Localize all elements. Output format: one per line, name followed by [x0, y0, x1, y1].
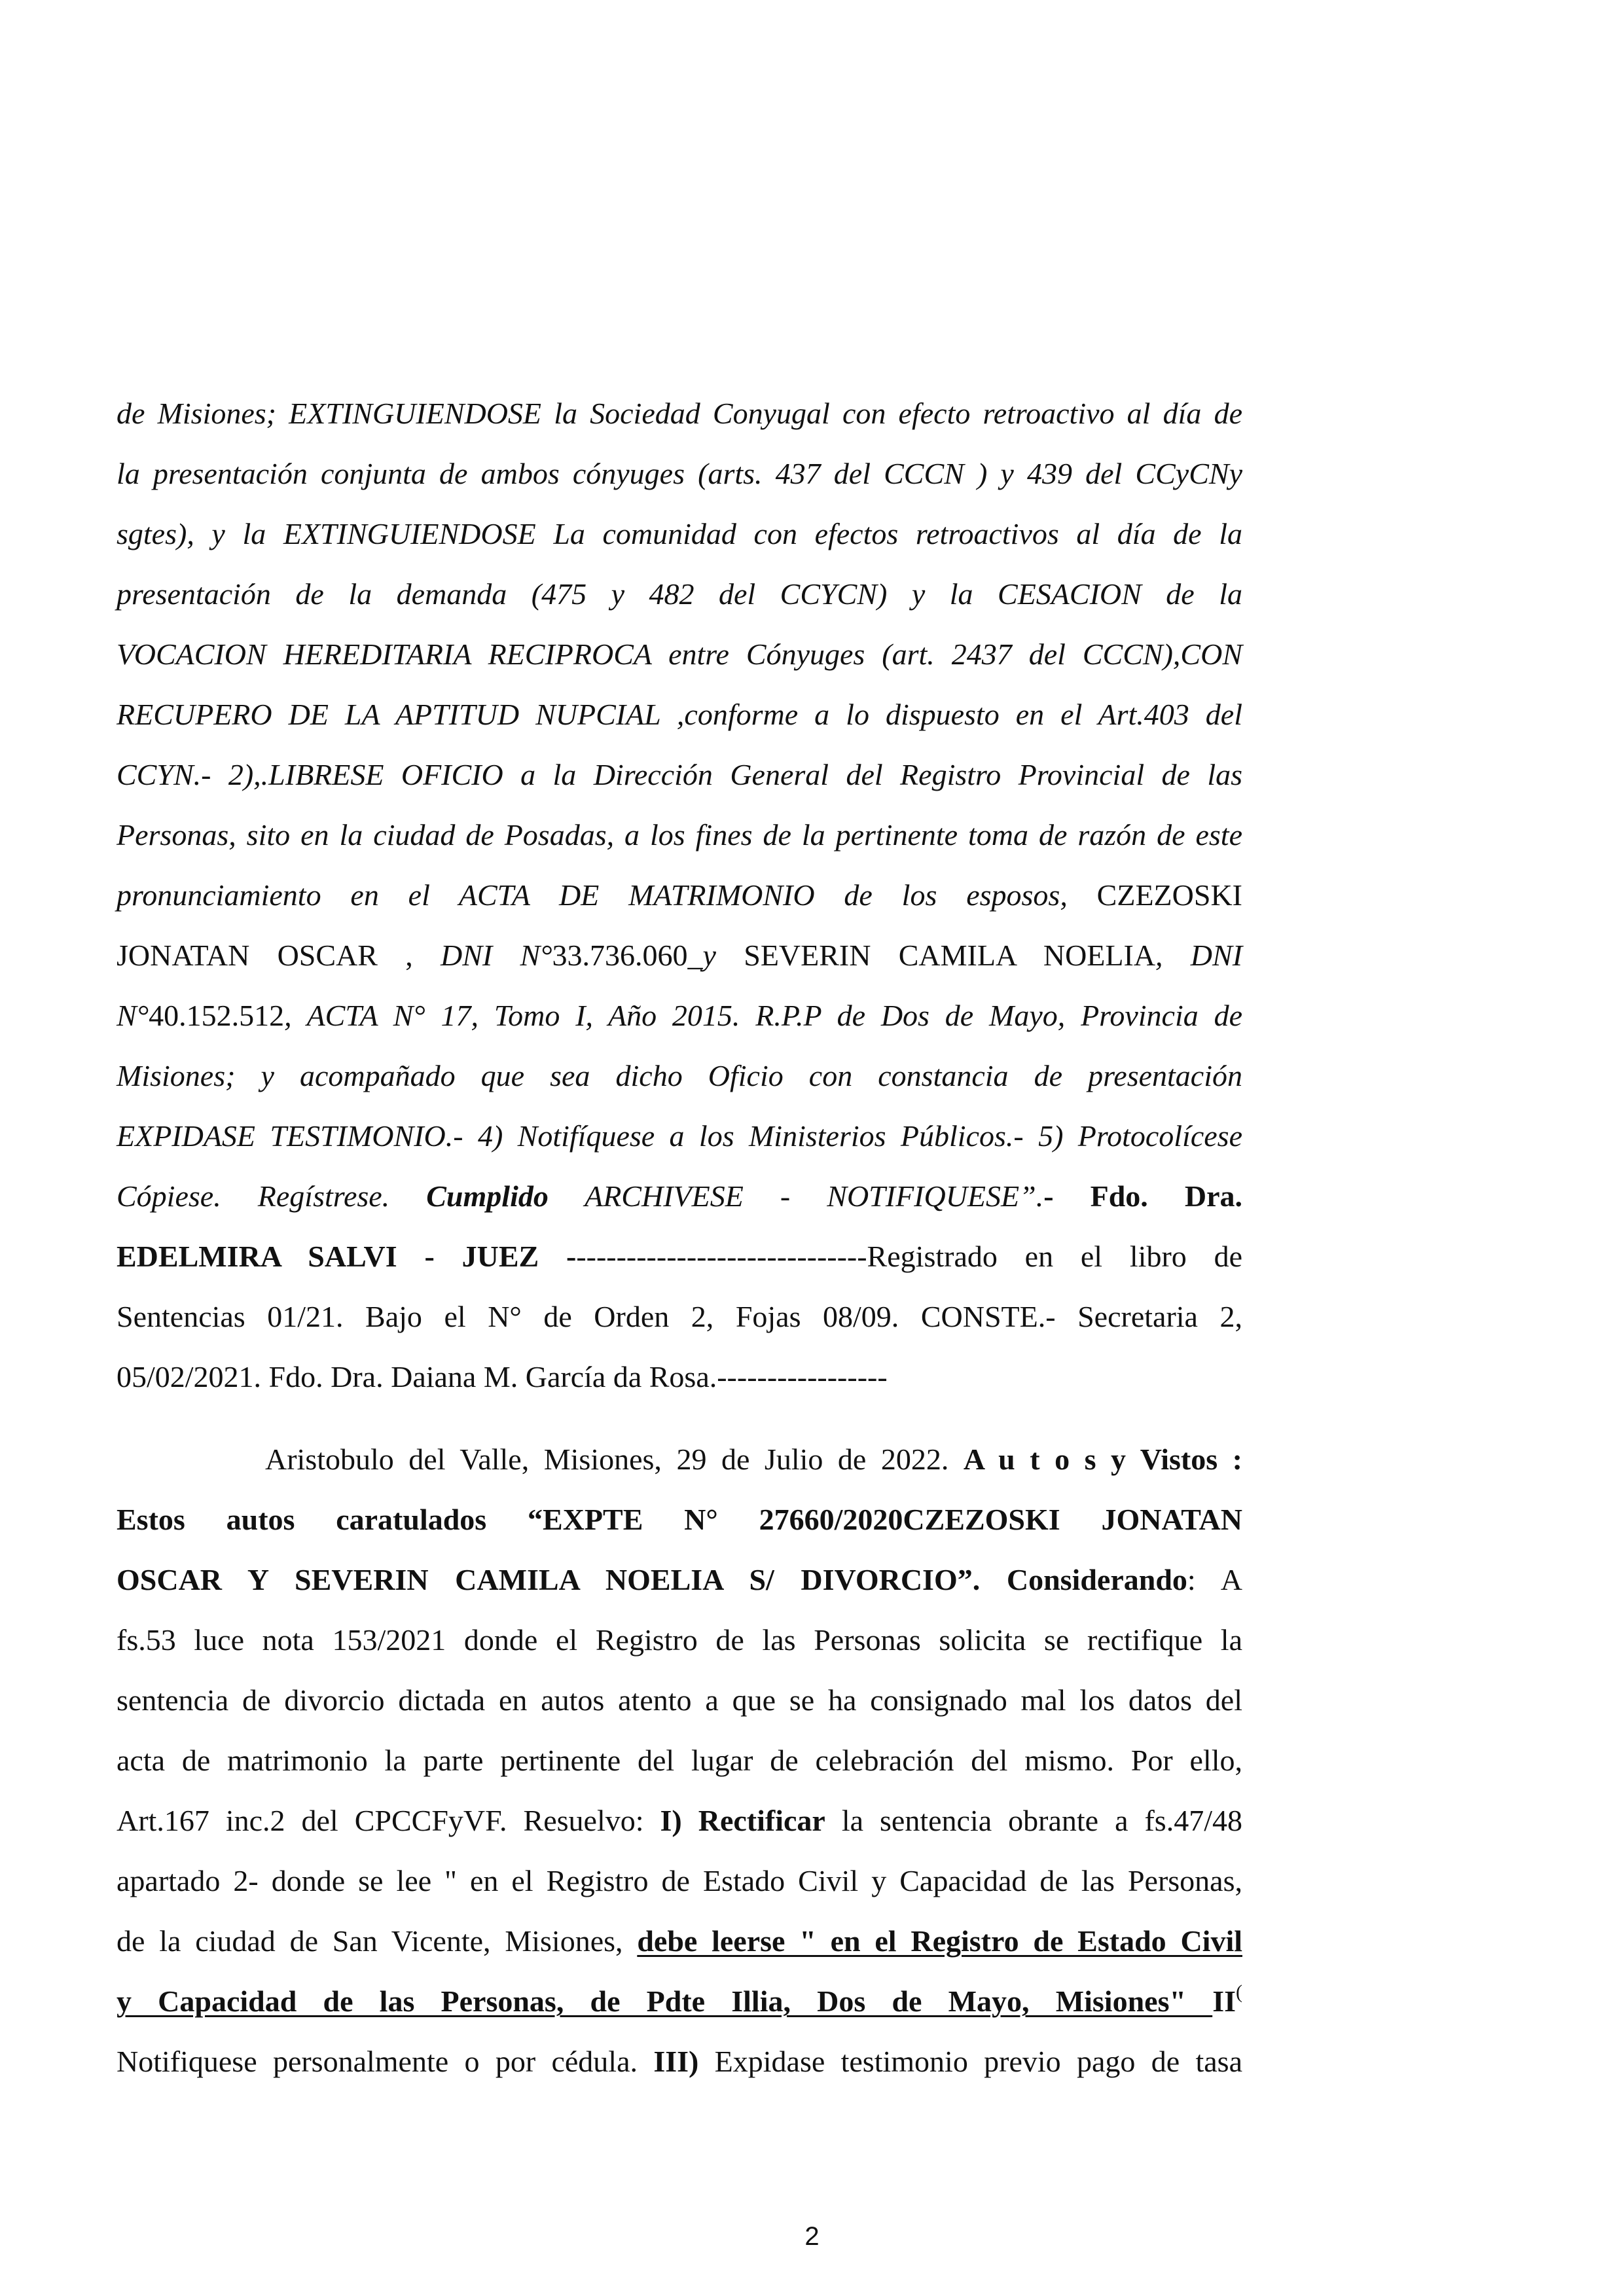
text-span: Expidase testimonio previo pago de tasa	[698, 2045, 1242, 2078]
case-title: OSCAR Y SEVERIN CAMILA NOELIA S/ DIVORCIO”. Considerando	[117, 1563, 1187, 1596]
text-line	[117, 1560, 1242, 1600]
text-span: acta de matrimonio la parte pertinente del lugar de celebración del mismo. Por ello,	[117, 1744, 1242, 1777]
text-span: _y	[687, 939, 744, 972]
text-line	[117, 1861, 1242, 1901]
text-line	[117, 755, 1242, 795]
text-span: Misiones; y acompañado que sea dicho Oficio con constancia de presentación	[117, 1059, 1242, 1092]
text-span: N°	[117, 999, 149, 1032]
text-line	[117, 816, 1242, 855]
text-span: la sentencia obrante a fs.47/48	[825, 1804, 1242, 1837]
text-line	[117, 575, 1242, 614]
text-line	[117, 1357, 1242, 1397]
text-span: pronunciamiento en el ACTA DE MATRIMONIO de los esposos,	[117, 878, 1068, 912]
text-span: de la ciudad de San Vicente, Misiones,	[117, 1924, 638, 1958]
text-span: Cópiese. Regístrese.	[117, 1179, 427, 1213]
text-span: CCYN.- 2),.LIBRESE OFICIO a la Dirección General del Registro Provincial de las	[117, 758, 1242, 791]
underlined-text: debe leerse " en el Registro de Estado Civil	[637, 1924, 1242, 1958]
text-span: : A	[1187, 1563, 1242, 1596]
text-span: VOCACION HEREDITARIA RECIPROCA entre Cónyuges (art. 2437 del CCCN),CON	[117, 637, 1242, 671]
case-title: Estos autos caratulados “EXPTE N° 27660/2020CZEZOSKI JONATAN	[117, 1503, 1242, 1536]
text-span: ARCHIVESE - NOTIFIQUESE”.	[548, 1179, 1044, 1213]
text-span: , ACTA N° 17, Tomo I, Año 2015. R.P.P de Dos de Mayo, Provincia de	[284, 999, 1242, 1032]
text-span: Sentencias 01/21. Bajo el N° de Orden 2, Fojas 08/09. CONSTE.- Secretaria 2,	[117, 1300, 1242, 1333]
text-span: RECUPERO DE LA APTITUD NUPCIAL ,conforme a lo dispuesto en el Art.403 del	[117, 698, 1242, 731]
text-line	[117, 454, 1242, 493]
text-span: (	[1236, 1981, 1242, 2003]
text-span: - Fdo. Dra.	[1043, 1179, 1242, 1213]
text-line	[117, 514, 1242, 554]
text-line	[117, 2042, 1242, 2081]
text-line	[117, 1741, 1242, 1780]
text-span: I) Rectificar	[660, 1804, 825, 1837]
text-span: Art.167 inc.2 del CPCCFyVF. Resuelvo:	[117, 1804, 660, 1837]
text-span: apartado 2- donde se lee " en el Registro de Estado Civil y Capacidad de las Personas,	[117, 1864, 1242, 1897]
text-span: SEVERIN CAMILA NOELIA	[744, 939, 1156, 972]
text-span: , DNI	[1155, 939, 1243, 972]
text-span: Cumplido	[426, 1179, 549, 1213]
text-line	[117, 1681, 1242, 1720]
dni-number: 40.152.512	[149, 999, 285, 1032]
text-line	[117, 876, 1242, 915]
text-span: II	[1212, 1984, 1236, 2018]
text-span: sentencia de divorcio dictada en autos atento a que se ha consignado mal los datos del	[117, 1683, 1242, 1717]
text-line	[117, 695, 1242, 734]
dni-number: 33.736.060	[552, 939, 688, 972]
text-line	[117, 936, 1242, 975]
text-span: de Misiones; EXTINGUIENDOSE la Sociedad Conyugal con efecto retroactivo al día de	[117, 397, 1242, 430]
text-span: DNI N°	[440, 939, 552, 972]
text-line	[117, 996, 1242, 1035]
text-line	[117, 1500, 1242, 1539]
text-span: fs.53 luce nota 153/2021 donde el Registro de las Personas solicita se rectifique la	[117, 1623, 1242, 1657]
text-line	[117, 1117, 1242, 1156]
text-line	[265, 1440, 1242, 1479]
text-line	[117, 1056, 1242, 1096]
text-line	[117, 1801, 1242, 1840]
text-line	[117, 1297, 1242, 1336]
text-span: A u t o s y Vistos :	[963, 1443, 1242, 1476]
text-span: presentación de la demanda (475 y 482 del CCYCN) y la CESACION de la	[117, 577, 1242, 611]
text-span: Aristobulo del Valle, Misiones, 29 de Julio de 2022.	[265, 1443, 964, 1476]
text-line	[117, 1237, 1242, 1276]
underlined-text: y Capacidad de las Personas, de Pdte Illia, Dos de Mayo, Misiones"	[117, 1984, 1213, 2018]
text-span: Personas, sito en la ciudad de Posadas, a los fines de la pertinente toma de razón de este	[117, 818, 1242, 852]
text-span: -----------------------------Registrado en el libro de	[576, 1240, 1242, 1273]
text-span: Notifiquese personalmente o por cédula.	[117, 2045, 654, 2078]
text-span: III)	[653, 2045, 699, 2078]
page-number: 2	[804, 2222, 820, 2251]
text-span: sgtes), y la EXTINGUIENDOSE La comunidad con efectos retroactivos al día de la	[117, 517, 1242, 550]
text-span: la presentación conjunta de ambos cónyuges (arts. 437 del CCCN ) y 439 del CCyCNy	[117, 457, 1242, 490]
text-line	[117, 635, 1242, 674]
text-span: EXPIDASE TESTIMONIO.- 4) Notifíquese a los Ministerios Públicos.- 5) Protocolícese	[117, 1119, 1242, 1153]
text-span: CZEZOSKI	[1067, 878, 1242, 912]
text-line	[117, 1177, 1242, 1216]
text-span: 05/02/2021. Fdo. Dra. Daiana M. García da Rosa.-----------------	[117, 1360, 888, 1393]
text-line	[117, 394, 1242, 433]
text-line	[117, 1982, 1242, 2021]
text-line	[117, 1922, 1242, 1961]
judge-name: EDELMIRA SALVI - JUEZ -	[117, 1240, 577, 1273]
text-span: JONATAN OSCAR ,	[117, 939, 441, 972]
text-line	[117, 1621, 1242, 1660]
